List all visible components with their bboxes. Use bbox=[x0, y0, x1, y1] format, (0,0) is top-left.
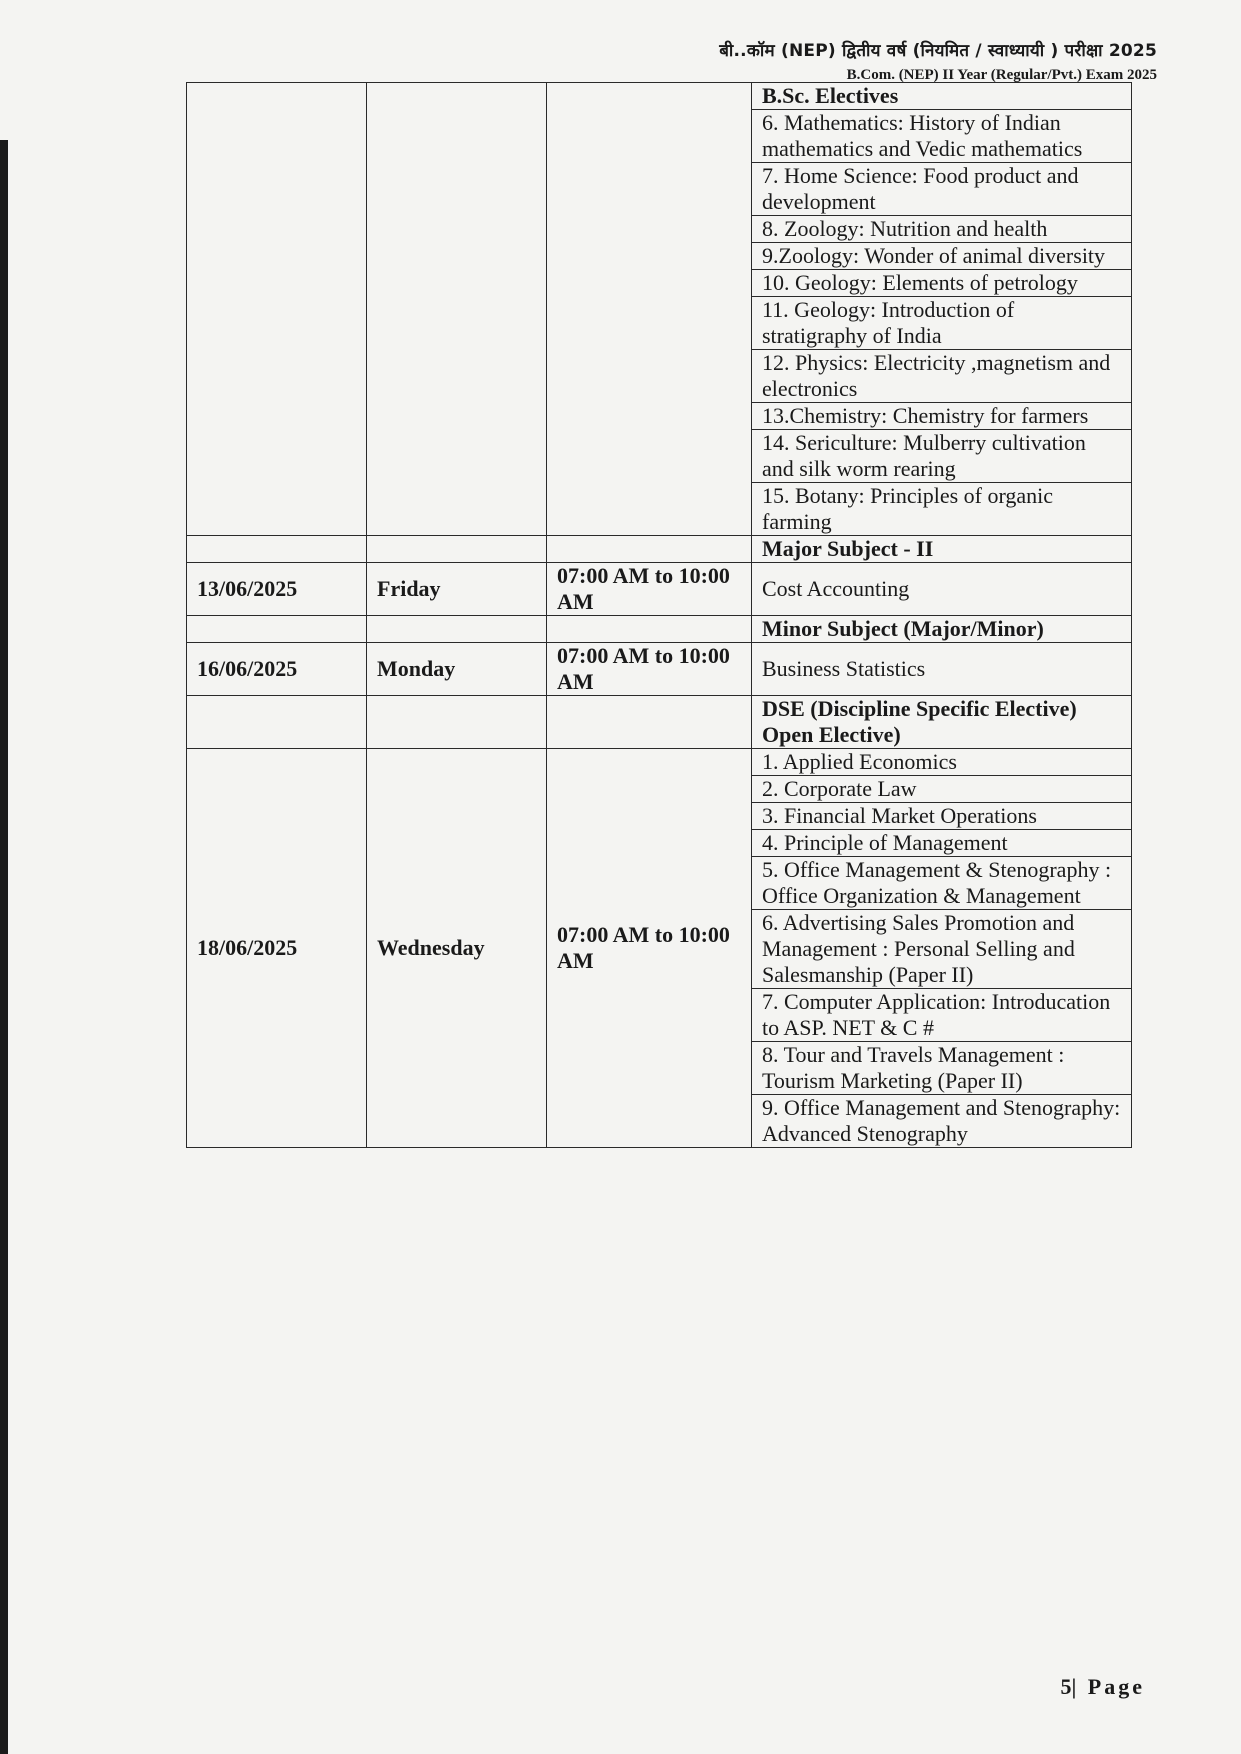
table-row bbox=[187, 643, 1132, 696]
exam-day: Friday bbox=[367, 563, 547, 616]
empty-cell bbox=[547, 616, 752, 643]
subject-item: 9.Zoology: Wonder of animal diversity bbox=[752, 243, 1132, 270]
exam-day: Monday bbox=[367, 643, 547, 696]
empty-cell bbox=[367, 536, 547, 563]
bsc-electives-heading: B.Sc. Electives bbox=[752, 83, 1132, 110]
page-number: 5 bbox=[1060, 1674, 1072, 1699]
english-title: B.Com. (NEP) II Year (Regular/Pvt.) Exam 2025 bbox=[846, 67, 1157, 83]
subject-item: 3. Financial Market Operations bbox=[752, 803, 1132, 830]
page-label: | Page bbox=[1071, 1674, 1145, 1699]
date-cell-empty bbox=[187, 83, 367, 536]
scan-edge bbox=[0, 140, 8, 1754]
empty-cell bbox=[547, 536, 752, 563]
subject-item: Business Statistics bbox=[752, 643, 1132, 696]
dse-heading: DSE (Discipline Specific Elective) Open Elective) bbox=[752, 696, 1132, 749]
subject-item: 8. Tour and Travels Management : Tourism Marketing (Paper II) bbox=[752, 1042, 1132, 1095]
subject-item: 2. Corporate Law bbox=[752, 776, 1132, 803]
exam-time: 07:00 AM to 10:00 AM bbox=[547, 749, 752, 1148]
empty-cell bbox=[187, 616, 367, 643]
subject-item: 8. Zoology: Nutrition and health bbox=[752, 216, 1132, 243]
subject-item: 15. Botany: Principles of organic farming bbox=[752, 483, 1132, 536]
exam-day: Wednesday bbox=[367, 749, 547, 1148]
exam-date: 13/06/2025 bbox=[187, 563, 367, 616]
table-row bbox=[187, 696, 1132, 749]
empty-cell bbox=[367, 616, 547, 643]
subject-item: 7. Home Science: Food product and development bbox=[752, 163, 1132, 216]
major-heading: Major Subject - II bbox=[752, 536, 1132, 563]
subject-item: 10. Geology: Elements of petrology bbox=[752, 270, 1132, 297]
empty-cell bbox=[367, 696, 547, 749]
empty-cell bbox=[187, 696, 367, 749]
subject-item: 4. Principle of Management bbox=[752, 830, 1132, 857]
exam-schedule-table bbox=[186, 82, 1132, 1148]
day-cell-empty bbox=[367, 83, 547, 536]
subject-item: 6. Advertising Sales Promotion and Management : Personal Selling and Salesmanship (Paper II) bbox=[752, 910, 1132, 989]
table-row bbox=[187, 563, 1132, 616]
subject-item: 1. Applied Economics bbox=[752, 749, 1132, 776]
subject-item: 5. Office Management & Stenography : Office Organization & Management bbox=[752, 857, 1132, 910]
subject-item: 13.Chemistry: Chemistry for farmers bbox=[752, 403, 1132, 430]
subject-item: 11. Geology: Introduction of stratigraphy of India bbox=[752, 297, 1132, 350]
minor-heading: Minor Subject (Major/Minor) bbox=[752, 616, 1132, 643]
exam-time: 07:00 AM to 10:00 AM bbox=[547, 643, 752, 696]
subject-item: 6. Mathematics: History of Indian mathematics and Vedic mathematics bbox=[752, 110, 1132, 163]
exam-date: 18/06/2025 bbox=[187, 749, 367, 1148]
subject-item: 14. Sericulture: Mulberry cultivation and silk worm rearing bbox=[752, 430, 1132, 483]
hindi-title: बी..कॉम (NEP) द्वितीय वर्ष (नियमित / स्वाध्यायी ) परीक्षा 2025 bbox=[719, 41, 1157, 61]
time-cell-empty bbox=[547, 83, 752, 536]
table-row bbox=[187, 616, 1132, 643]
table-row bbox=[187, 536, 1132, 563]
exam-date: 16/06/2025 bbox=[187, 643, 367, 696]
subject-item: Cost Accounting bbox=[752, 563, 1132, 616]
table-row bbox=[187, 749, 1132, 776]
subject-item: 9. Office Management and Stenography: Advanced Stenography bbox=[752, 1095, 1132, 1148]
empty-cell bbox=[187, 536, 367, 563]
page-footer bbox=[1060, 1674, 1145, 1700]
table-row bbox=[187, 83, 1132, 110]
subject-item: 12. Physics: Electricity ,magnetism and electronics bbox=[752, 350, 1132, 403]
empty-cell bbox=[547, 696, 752, 749]
exam-header bbox=[719, 38, 1157, 84]
subject-item: 7. Computer Application: Introducation to ASP. NET & C # bbox=[752, 989, 1132, 1042]
exam-time: 07:00 AM to 10:00 AM bbox=[547, 563, 752, 616]
